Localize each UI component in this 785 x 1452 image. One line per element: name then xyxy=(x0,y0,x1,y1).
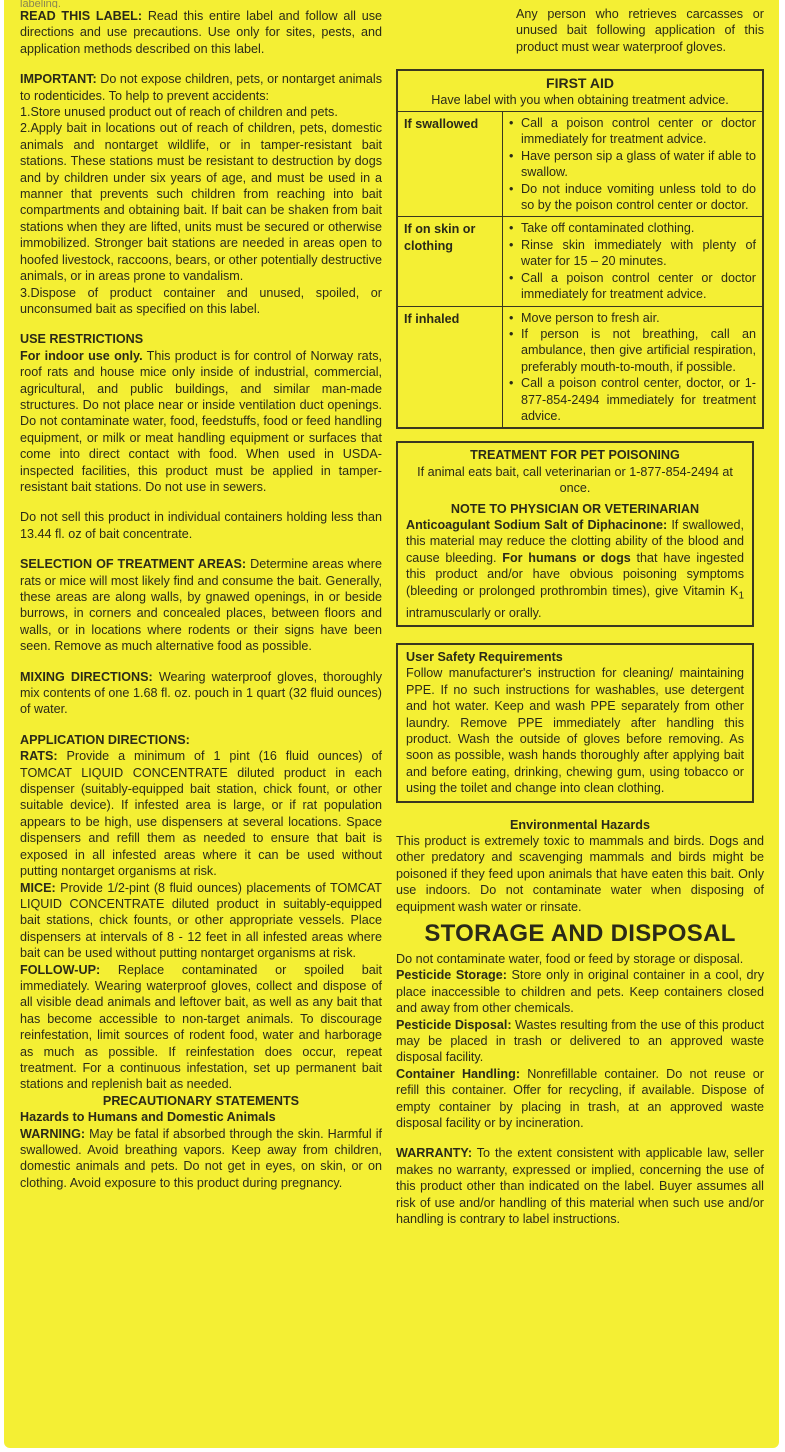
warning-text: May be fatal if absorbed through the skin. Harmful if swallowed. Avoid breathing vapors. Keep away from children, domestic animals and pets. Do not get in eyes, on skin, or on clothing. Avoid exposure to this product during pregnancy. xyxy=(20,1126,383,1190)
pesticide-disposal-text: Wastes resulting from the use of this product may be placed in trash or delivered to an approved waste disposal facility. xyxy=(396,1017,764,1065)
first-aid-box xyxy=(396,69,764,429)
mice-text: Provide 1/2-pint (8 fluid ounces) placements of TOMCAT LIQUID CONCENTRATE diluted product in suitably-equipped bait stations, chick founts, or other appropriate vessels. Place dispensers at intervals of 8 - 12 feet in all infested areas where bait can be used without putting nontarget organisms at risk. xyxy=(20,880,382,961)
container-heading: Container Handling: xyxy=(396,1066,521,1081)
important-list xyxy=(20,104,382,317)
first-aid-subtitle: Have label with you when obtaining treatment advice. xyxy=(398,92,762,112)
rats-heading: RATS: xyxy=(20,749,58,764)
storage-intro: Do not contaminate water, food or feed by storage or disposal. xyxy=(396,952,744,967)
precautionary-heading: PRECAUTIONARY STATEMENTS xyxy=(102,1093,300,1108)
first-aid-steps xyxy=(503,112,762,216)
humans-dogs-end: intramuscularly or orally. xyxy=(406,605,542,620)
first-aid-row-inhaled xyxy=(398,307,762,428)
first-aid-step: • Call a poison control center or doctor immediately for treatment advice. xyxy=(507,115,756,148)
physician-heading: NOTE TO PHYSICIAN OR VETERINARIAN xyxy=(450,501,700,516)
physician-note xyxy=(406,517,744,621)
pet-poisoning-text: If animal eats bait, call veterinarian or 1-877-854-2494 at once. xyxy=(417,464,733,496)
use-restrictions-heading: USE RESTRICTIONS xyxy=(20,332,144,347)
top-cut-text: labeling. xyxy=(20,0,61,8)
first-aid-step: • Do not induce vomiting unless told to do so by the poison control center or doctor. xyxy=(507,181,756,214)
pesticide-storage-text: Store only in original container in a cool, dry place inaccessible to children and pets. Keep containers closed and away from other chemicals. xyxy=(396,968,765,1016)
mixing-section xyxy=(20,669,382,718)
rats-text: Provide a minimum of 1 pint (16 fluid ounces) of TOMCAT LIQUID CONCENTRATE diluted product in each dispenser (suitably-equipped bait station, chick fount, or other suitable device). If infested area is large, or if rat population appears to be high, use dispensers at several locations. Space dispensers and refill them as needed to ensure that bait is exposed in all infested areas where it can be used without putting nontarget organisms at risk. xyxy=(20,749,383,879)
gloves-statement: Any person who retrieves carcasses or unused bait following application of this product must wear waterproof gloves. xyxy=(516,7,764,54)
mice-heading: MICE: xyxy=(20,880,56,895)
pesticide-disposal-heading: Pesticide Disposal: xyxy=(396,1017,512,1032)
selection-section xyxy=(20,556,382,654)
container-text: Nonrefillable container. Do not reuse or refill this container. Offer for recycling, if available. Dispose of empty container by placing in trash, at an approved waste disposal facility or by incineration. xyxy=(396,1066,765,1131)
first-aid-steps xyxy=(503,217,762,305)
read-label-section xyxy=(20,8,382,57)
environmental-text: This product is extremely toxic to mammals and birds. Dogs and other predatory and scavenging mammals and birds might be poisoned if they feed upon animals that have eaten this bait. Only use indoors. Do not contaminate water when disposing of equipment wash water or rinsate. xyxy=(396,833,764,914)
vitamin-subscript: 1 xyxy=(738,590,744,602)
important-text: Do not expose children, pets, or nontarget animals to rodenticides. To help to prevent accidents: xyxy=(20,72,382,103)
warning-section xyxy=(20,1126,382,1192)
warning-heading: WARNING: xyxy=(20,1126,86,1141)
first-aid-step: • Call a poison control center or doctor immediately for treatment advice. xyxy=(507,270,756,303)
first-aid-step: • Rinse skin immediately with plenty of water for 15 – 20 minutes. xyxy=(507,237,756,270)
user-safety-box xyxy=(396,643,754,803)
followup-heading: FOLLOW-UP: xyxy=(20,962,101,977)
indoor-text: This product is for control of Norway rats, roof rats and house mice only inside of industrial, commercial, agricultural, and public buildings, and similar man-made structures. Do not place near or inside ventilation duct openings. Do not contaminate water, food, feedstuffs, food or feed handling equipment, or milk or meat handling equipment or surfaces that come into direct contact with food. When used in USDA-inspected facilities, this product must be applied in tamper-resistant bait stations. Do not use in sewers. xyxy=(20,348,382,494)
warranty xyxy=(396,1145,764,1227)
environmental-heading: Environmental Hazards xyxy=(510,817,650,832)
indoor-heading: For indoor use only. xyxy=(20,348,143,363)
first-aid-step: • Have person sip a glass of water if able to swallow. xyxy=(507,148,756,181)
sell-restriction: Do not sell this product in individual containers holding less than 13.44 fl. oz of bait concentrate. xyxy=(20,510,382,541)
rats-section xyxy=(20,748,382,879)
humans-dogs-text: that have ingested this product and/or have obvious poisoning symptoms (bleeding or prolonged prothrombin times), give Vitamin K xyxy=(406,550,744,598)
first-aid-condition: If on skin or clothing xyxy=(398,217,503,305)
pet-poisoning-box xyxy=(396,441,754,627)
important-section xyxy=(20,71,382,104)
anticoagulant-heading: Anticoagulant Sodium Salt of Diphacinone: xyxy=(406,517,668,532)
pesticide-storage xyxy=(396,967,764,1016)
user-safety-content xyxy=(398,645,752,801)
storage-title: STORAGE AND DISPOSAL xyxy=(424,920,736,948)
user-safety-text: Follow manufacturer's instruction for cleaning/ maintaining PPE. If no such instructions for washables, use detergent and hot water. Keep and wash PPE separately from other laundry. Remove PPE immediately after handling this product. Wash the outside of gloves before removing. As soon as possible, wash hands thoroughly after applying bait and before eating, drinking, chewing gum, using tobacco or using the toilet and change into clean clothing. xyxy=(406,666,744,796)
first-aid-row-skin xyxy=(398,217,762,306)
first-aid-step: • If person is not breathing, call an ambulance, then give artificial respiration, preferably mouth-to-mouth, if possible. xyxy=(507,326,756,375)
selection-text: Determine areas where rats or mice will most likely find and consume the bait. Generally, these areas are along walls, by gnawed openings, in or beside burrows, in corners and concealed places, between floors and walls, or in locations where rodents or their signs have been seen. Remove as much alternative food as possible. xyxy=(20,557,382,654)
first-aid-row-swallowed xyxy=(398,112,762,217)
first-aid-condition: If swallowed xyxy=(398,112,503,216)
anticoagulant-text: If swallowed, this material may reduce the clotting ability of the blood and cause bleeding. xyxy=(406,517,744,565)
product-label-back xyxy=(4,0,779,1448)
followup-section xyxy=(20,962,382,1093)
indoor-use-section xyxy=(20,348,382,496)
warranty-heading: WARRANTY: xyxy=(396,1146,473,1161)
first-aid-step: • Call a poison control center, doctor, or 1-877-854-2494 immediately for treatment advice. xyxy=(507,375,756,424)
user-safety-heading: User Safety Requirements xyxy=(406,649,563,664)
pesticide-disposal xyxy=(396,1017,764,1066)
mixing-text: Wearing waterproof gloves, thoroughly mix contents of one 1.68 fl. oz. pouch in 1 quart (32 fluid ounces) of water. xyxy=(20,669,382,717)
pet-poisoning-heading: TREATMENT FOR PET POISONING xyxy=(470,448,680,463)
mice-section xyxy=(20,880,382,962)
important-item: 1.Store unused product out of reach of children and pets. xyxy=(20,105,338,120)
important-item: 3.Dispose of product container and unused, spoiled, or unconsumed bait as specified on this label. xyxy=(20,285,382,316)
first-aid-condition: If inhaled xyxy=(398,307,503,428)
first-aid-step: • Move person to fresh air. xyxy=(507,310,756,326)
warranty-text: To the extent consistent with applicable law, seller makes no warranty, expressed or implied, concerning the use of this product other than indicated on the label. Buyer assumes all risk of use and/or handling of this material when such use and/or handling is contrary to label instructions. xyxy=(396,1146,765,1227)
followup-text: Replace contaminated or spoiled bait immediately. Wearing waterproof gloves, collect and dispose of all visible dead animals and leftover bait, as well as any bait that has become accessible to non-target animals. To discourage reinfestation, limit sources of rodent food, water and harborage as much as possible. If reinfestation does occur, repeat treatment. For a continuous infestation, set up permanent bait stations and replenish bait as needed. xyxy=(20,962,382,1092)
right-column xyxy=(396,0,764,1228)
pesticide-storage-heading: Pesticide Storage: xyxy=(396,968,507,983)
mixing-heading: MIXING DIRECTIONS: xyxy=(20,669,153,684)
read-label-text: Read this entire label and follow all use directions and use precautions. Use only for sites, pests, and application methods described on this label. xyxy=(20,9,382,56)
first-aid-step: • Take off contaminated clothing. xyxy=(507,220,756,236)
important-heading: IMPORTANT: xyxy=(20,72,97,87)
selection-heading: SELECTION OF TREATMENT AREAS: xyxy=(20,557,247,572)
left-column xyxy=(20,0,382,1191)
humans-dogs-heading: For humans or dogs xyxy=(502,550,631,565)
hazards-heading: Hazards to Humans and Domestic Animals xyxy=(20,1110,276,1125)
first-aid-steps xyxy=(503,307,762,428)
important-item: 2.Apply bait in locations out of reach of children, pets, domestic animals and nontarget wildlife, or in tamper-resistant bait stations. These stations must be resistant to destruction by dogs and by children under six years of age, and must be used in a manner that prevents such children from reaching into bait compartments and obtaining bait. If bait can be shaken from bait stations when they are lifted, units must be secured or otherwise immobilized. Stronger bait stations are needed in areas open to hoofed livestock, raccoons, bears, or other potentially destructive animals, or in areas prone to vandalism. xyxy=(20,121,382,284)
read-label-heading: READ THIS LABEL: xyxy=(20,9,143,23)
application-heading: APPLICATION DIRECTIONS: xyxy=(20,732,190,747)
container-handling xyxy=(396,1066,764,1132)
first-aid-title: FIRST AID xyxy=(546,75,614,92)
pet-poisoning-content xyxy=(398,443,752,625)
